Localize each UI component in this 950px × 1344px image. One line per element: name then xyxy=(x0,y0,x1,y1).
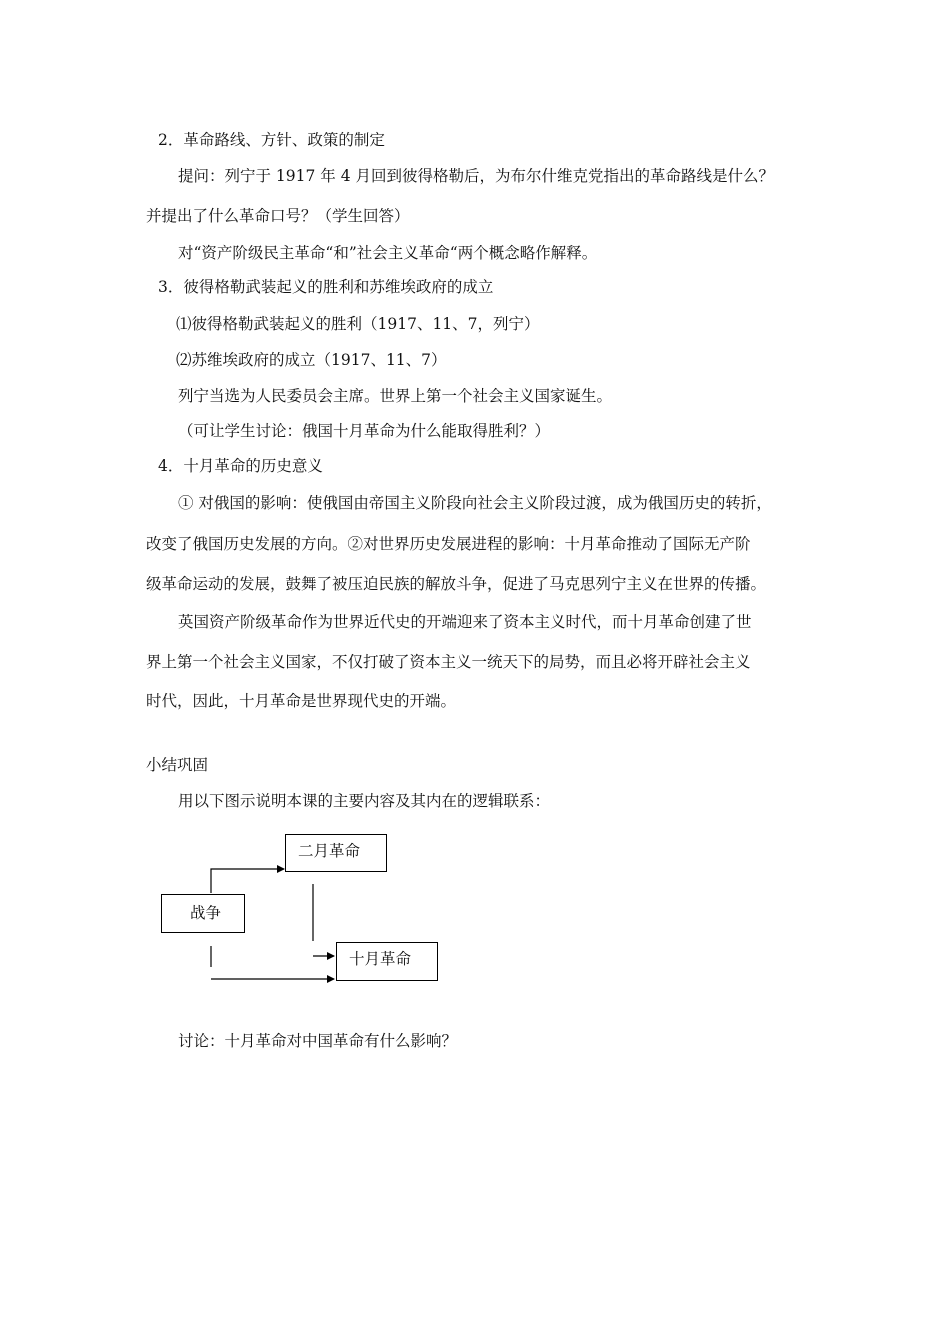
question-line-1: 提问：列宁于 1917 年 4 月回到彼得格勒后，为布尔什维克党指出的革命路线是什么？ xyxy=(178,167,775,185)
node-october-revolution xyxy=(336,942,438,981)
summary-instruction: 用以下图示说明本课的主要内容及其内在的逻辑联系： xyxy=(178,792,551,810)
conclusion-line-3: 时代，因此，十月革命是世界现代史的开端。 xyxy=(146,692,457,710)
node-february-label: 二月革命 xyxy=(298,842,361,860)
section-3-note: 列宁当选为人民委员会主席。世界上第一个社会主义国家诞生。 xyxy=(178,387,613,405)
node-october-label: 十月革命 xyxy=(349,950,412,968)
significance-line-3: 级革命运动的发展，鼓舞了被压迫民族的解放斗争，促进了马克思列宁主义在世界的传播。 xyxy=(146,575,767,593)
section-3-heading: 3．彼得格勒武装起义的胜利和苏维埃政府的成立 xyxy=(158,278,494,296)
final-discussion: 讨论：十月革命对中国革命有什么影响？ xyxy=(178,1032,458,1050)
summary-heading: 小结巩固 xyxy=(146,756,209,774)
concept-explanation: 对“资产阶级民主革命“和”社会主义革命“两个概念略作解释。 xyxy=(178,244,598,262)
node-war-label: 战争 xyxy=(190,904,222,922)
conclusion-line-1: 英国资产阶级革命作为世界近代史的开端迎来了资本主义时代，而十月革命创建了世 xyxy=(178,613,752,631)
section-2-heading: 2．革命路线、方针、政策的制定 xyxy=(158,131,385,149)
question-line-2: 并提出了什么革命口号？（学生回答） xyxy=(146,207,410,225)
section-4-heading: 4．十月革命的历史意义 xyxy=(158,457,323,475)
arrow-war-to-february xyxy=(211,869,284,893)
conclusion-line-2: 界上第一个社会主义国家，不仅打破了资本主义一统天下的局势，而且必将开辟社会主义 xyxy=(146,653,751,671)
significance-line-1: ① 对俄国的影响：使俄国由帝国主义阶段向社会主义阶段过渡，成为俄国历史的转折， xyxy=(178,494,772,512)
node-war xyxy=(161,894,245,933)
section-3-discussion: （可让学生讨论：俄国十月革命为什么能取得胜利？） xyxy=(178,422,551,440)
node-february-revolution xyxy=(285,834,387,872)
section-3-item-1: ⑴彼得格勒武装起义的胜利（1917、11、7，列宁） xyxy=(176,315,540,333)
significance-line-2: 改变了俄国历史发展的方向。②对世界历史发展进程的影响：十月革命推动了国际无产阶 xyxy=(146,535,751,553)
section-3-item-2: ⑵苏维埃政府的成立（1917、11、7） xyxy=(176,351,447,369)
